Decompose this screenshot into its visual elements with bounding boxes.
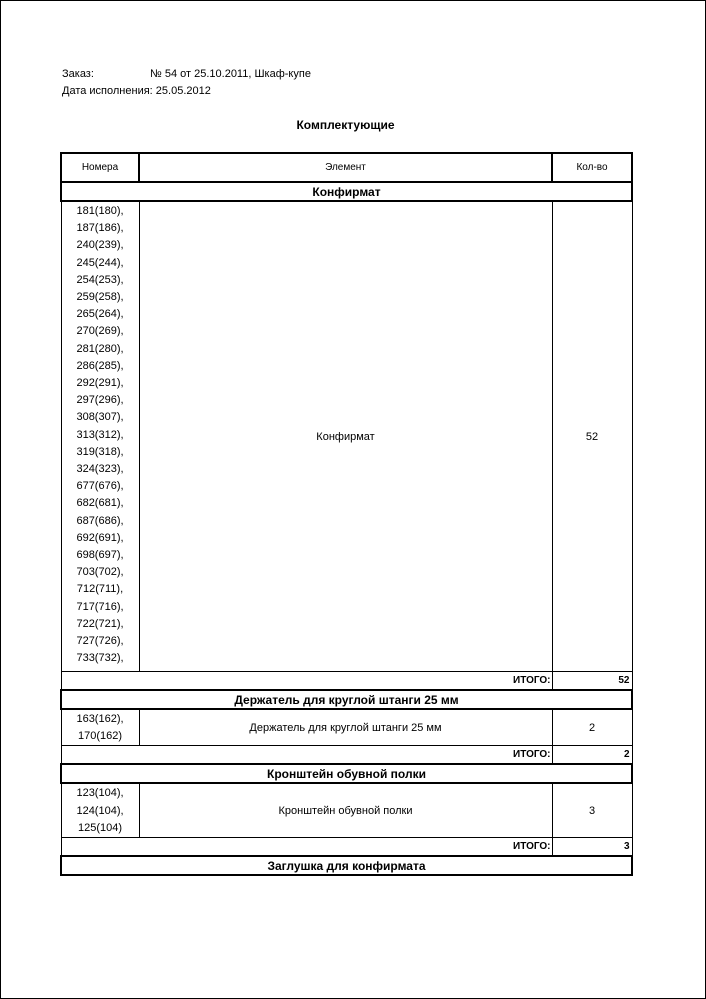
group-title: Заглушка для конфирмата [61, 856, 632, 875]
quantity: 52 [552, 201, 632, 672]
total-row [61, 746, 632, 765]
column-header-qty: Кол-во [552, 153, 632, 182]
column-header-element: Элемент [139, 153, 552, 182]
order-label: Заказ: [62, 68, 94, 80]
quantity: 3 [552, 783, 632, 837]
column-header-numbers: Номера [61, 153, 139, 182]
group-confirmat [61, 182, 632, 690]
date-label: Дата исполнения: [62, 85, 153, 97]
total-label: ИТОГО: [61, 746, 552, 765]
part-numbers: 123(104), 124(104), 125(104) [61, 783, 139, 837]
element-name: Держатель для круглой штанги 25 мм [139, 709, 552, 746]
element-name: Конфирмат [139, 201, 552, 672]
total-value: 52 [552, 672, 632, 691]
page-title: Комплектующие [296, 118, 395, 132]
group-shoe-shelf-bracket [61, 764, 632, 856]
group-confirmat-cap [61, 856, 632, 875]
group-title: Кронштейн обувной полки [61, 764, 632, 783]
total-label: ИТОГО: [61, 838, 552, 857]
part-numbers: 181(180), 187(186), 240(239), 245(244), 254(253), 259(258), 265(264), 270(269), 281(280), 286(285), 292(291), 297(296), 308(307), 313(312), 319(318), 324(323), 677(676), 682(681), 687(686), 692(691), 698(697), 703(702), 712(711), 717(716), 722(721), 727(726), 733(732), [61, 201, 139, 672]
total-value: 3 [552, 838, 632, 857]
group-title: Конфирмат [61, 182, 632, 201]
total-value: 2 [552, 746, 632, 765]
element-name: Кронштейн обувной полки [139, 783, 552, 837]
table-row [61, 709, 632, 746]
total-label: ИТОГО: [61, 672, 552, 691]
date-value: 25.05.2012 [155, 85, 211, 97]
part-numbers: 163(162), 170(162) [61, 709, 139, 746]
group-rod-holder [61, 690, 632, 764]
total-row [61, 672, 632, 691]
date-line [62, 84, 211, 98]
order-line [62, 67, 311, 81]
table-row [61, 201, 632, 672]
components-table [60, 152, 633, 876]
order-value: № 54 от 25.10.2011, Шкаф-купе [150, 68, 311, 80]
quantity: 2 [552, 709, 632, 746]
group-title: Держатель для круглой штанги 25 мм [61, 690, 632, 709]
table-row [61, 783, 632, 837]
total-row [61, 838, 632, 857]
table-header-row [61, 153, 632, 182]
